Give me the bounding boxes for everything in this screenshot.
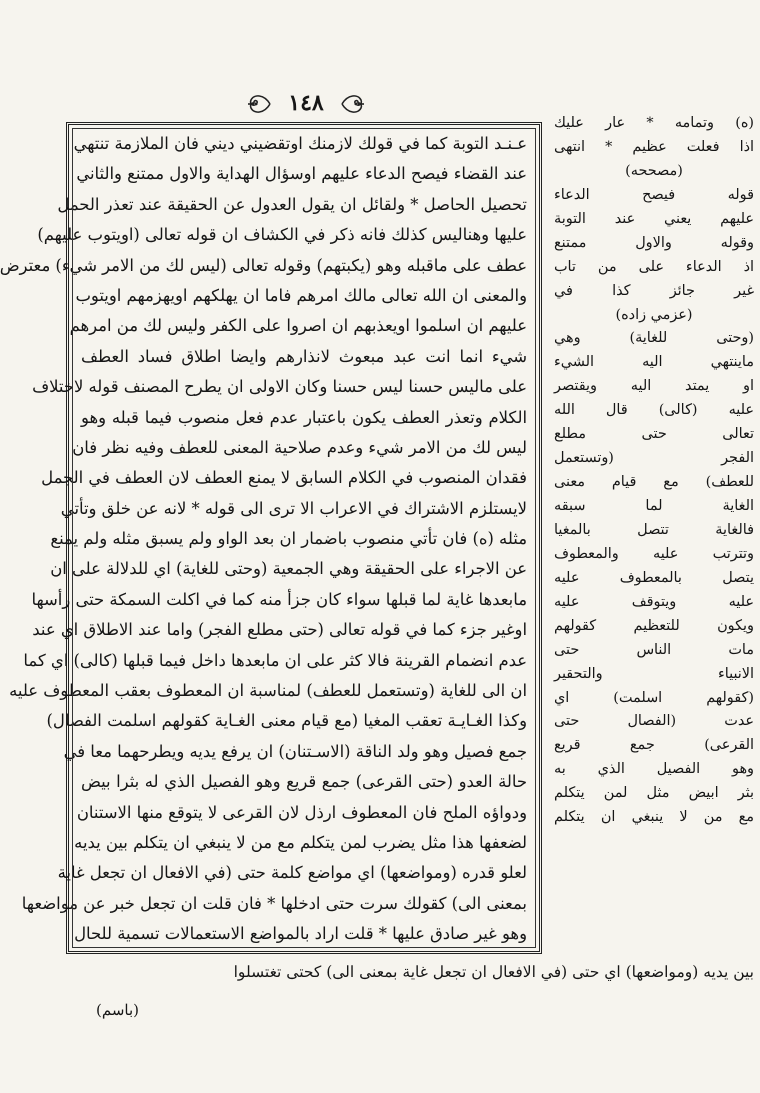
margin-note-line: (كقولهم اسلمت) اي: [554, 689, 754, 706]
margin-note-line: القرعى) جمع قريع: [554, 737, 754, 754]
main-text-line: والمعنى ان الله تعالى مالك امرهم فاما ان يهلكهم اويهزمهم اويتوب: [75, 285, 527, 305]
main-text-line: عدم انضمام القرينة فالا كثر على ان مابعدها داخل فيما قبلها (كالى) اي كما: [23, 650, 527, 670]
page-header: [246, 86, 366, 120]
page-number: ١٤٨: [288, 90, 324, 116]
main-text-line: مابعدها غاية لما قبلها سواء كان جزأ منه كما في اكلت السمكة حتى رأسها: [31, 589, 527, 609]
main-text-line: جمع فصيل وهو ولد الناقة (الاسـتنان) ان يرفع يديه ويطرحهما معا في: [63, 741, 527, 761]
main-text-line: وهو غير صادق عليها * قلت اراد بالمواضع الاستعمالات تسمية للحال: [74, 924, 527, 944]
margin-note-line: عليهم يعني عند التوبة: [554, 210, 754, 227]
main-text-line: اوغير جزء كما في قوله تعالى (حتى مطلع الفجر) واما عند الاطلاق اي عند: [32, 620, 527, 640]
main-text-line: لايستلزم الاشتراك في الاعراب الا ترى الى قوله * لانه عن خلق وتأتي: [60, 498, 527, 518]
margin-note-line: وقوله والاول ممتنع: [554, 234, 754, 251]
margin-note-line: غير جائز كذا في: [554, 282, 754, 299]
ornament-right-icon: [340, 92, 366, 116]
main-text-frame: [0, 122, 542, 954]
margin-note-line: يتصل بالمعطوف عليه: [554, 569, 754, 586]
main-text-line: شيء انما انت عبد مبعوث لانذارهم وايضا اطلاق فساد العطف: [81, 346, 527, 366]
margin-note-line: ويكون للتعظيم كقولهم: [554, 617, 754, 634]
main-text-line: عطف على ماقبله وهو (يكبتهم) وقوله تعالى (ليس لك من الامر شيء) معترض: [0, 255, 527, 275]
margin-note-line: (ه) وتمامه * عار عليك: [554, 115, 754, 131]
margin-note-line: تعالى حتى مطلع: [554, 426, 754, 443]
margin-note-line: للعطف) مع قيام معنى: [554, 474, 754, 491]
main-text-line: لعلو قدره (ومواضعها) اي مواضع كلمة حتى (في الافعال ان تجعل غاية: [57, 863, 527, 883]
ornament-left-icon: [246, 92, 272, 116]
main-text-line: ان الى للغاية (وتستعمل للعطف) لمناسبة ان المعطوف بعقب المعطوف عليه: [9, 681, 527, 701]
margin-note-line: الفجر (وتستعمل: [554, 450, 754, 467]
main-text-line: مثله (ه) فان تأتي منصوب باضمار ان بعد الواو ولم يسبق مثله ولم يمنع: [50, 529, 527, 549]
margin-note-line: قوله فيصح الدعاء: [554, 186, 754, 203]
margin-note-line: فالغاية تتصل بالمغيا: [554, 521, 754, 538]
main-text-line: عـنـد التوبة كما في قولك لازمنك اوتقضيني ديني فان الملازمة تنتهي: [73, 134, 527, 153]
margin-note-line: عليه (كالى) قال الله: [554, 402, 754, 419]
main-text-line: بمعنى الى) كقولك سرت حتى ادخلها * فان قلت ان تجعل خبر عن مواضعها: [21, 893, 527, 913]
margin-note-line: الغاية لما سبقه: [554, 498, 754, 514]
margin-note-line: وهو الفصيل الذي به: [554, 761, 754, 778]
main-text-line: حالة العدو (حتى القرعى) جمع قريع وهو الفصيل الذي له بثرا بيض: [81, 772, 527, 792]
margin-note-line: مع من لا ينبغي ان يتكلم: [554, 809, 754, 826]
main-text-line: الكلام وتعذر العطف يكون باعتبار عدم فعل منصوب فيما قبله وهو: [81, 407, 527, 427]
margin-note-line: عليه ويتوقف عليه: [554, 593, 754, 610]
margin-note-line: وتترتب عليه والمعطوف: [554, 545, 754, 562]
main-text-line: ودواؤه الملح فان المعطوف ارذل لان القرعى لا يتوقع منها الاستنان: [76, 802, 527, 822]
margin-note-line: مات الناس حتى: [554, 641, 754, 658]
margin-note-line: اذ الدعاء على من تاب: [554, 258, 754, 275]
margin-note-line: الانبياء والتحقير: [554, 665, 754, 682]
margin-note-line: ماينتهي اليه الشيء: [554, 354, 754, 371]
margin-note-line: عدت (الفصال حتى: [554, 713, 754, 730]
margin-note-line: (مصححه): [625, 162, 683, 179]
main-text-line: عليهم ان اسلموا اويعذبهم ان اصروا على الكفر وليس لك من امرهم: [69, 316, 527, 336]
margin-note-line: او يمتد اليه ويقتصر: [554, 378, 754, 395]
margin-note-line: (عزمي زاده): [615, 306, 693, 323]
margin-note-line: اذا فعلت عظيم * انتهى: [554, 138, 754, 155]
margin-note-line: بثر ابيض مثل لمن يتكلم: [554, 785, 754, 802]
main-text-line: لضعفها هذا مثل يضرب لمن يتكلم مع من لا ينبغي ان يتكلم بين يديه: [74, 832, 527, 852]
main-text-line: على ماليس حسنا ليس حسنا وكان الاولى ان يطرح المصنف قوله لاختلاف: [32, 377, 527, 397]
main-text-line: تحصيل الحاصل * ولقائل ان يقول العدول عن الحقيقة عند تعذر الحمل: [57, 194, 527, 214]
margin-notes: [554, 112, 754, 942]
margin-note-line: (وحتى للغاية) وهي: [554, 330, 754, 347]
catchword: (باسم): [96, 1001, 140, 1019]
main-text-line: عن الاجراء على الحقيقة وهي الجمعية (وحتى للغاية) اي للدلالة على ان: [50, 559, 527, 579]
main-text-line: ليس لك من الامر شيء وعدم صلاحية المعنى للعطف وفيه نظر فان: [72, 437, 527, 457]
main-text-line: وكذا الغـايـة تعقب المغيا (مع قيام معنى الغـاية كقولهم اسلمت الفصال): [46, 711, 527, 731]
main-text-line: عند القضاء فيصح الدعاء عليهم اوسؤال الهداية والاول ممتنع والثاني: [76, 164, 527, 184]
bottom-continuation-line: بين يديه (ومواضعها) اي حتى (في الافعال ان تجعل غاية بمعنى الى) كحتى تغتسلوا: [233, 963, 754, 981]
main-text-line: فقدان المنصوب في الكلام السابق لا يمنع العطف لان العطف في الجمل: [41, 468, 527, 488]
main-text-line: عليها وهناليس كذلك فانه ذكر في الكشاف ان قوله تعالى (اويتوب عليهم): [37, 225, 527, 245]
